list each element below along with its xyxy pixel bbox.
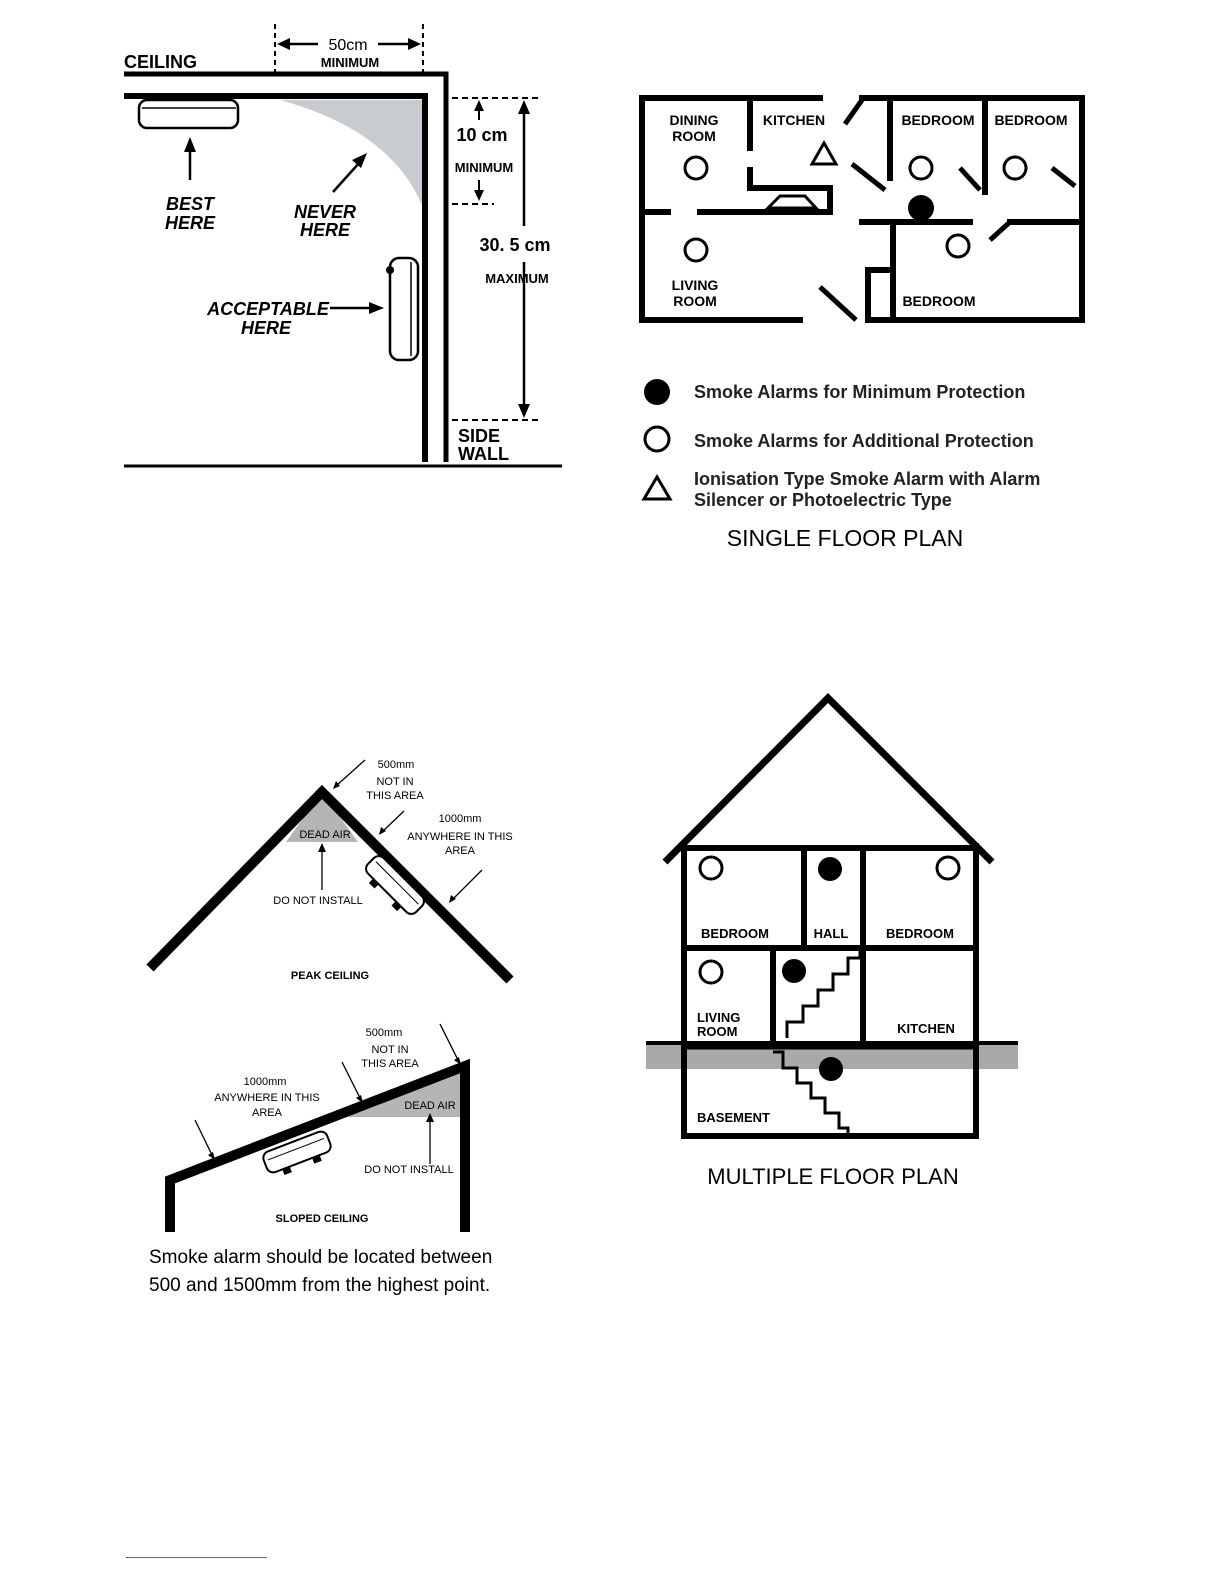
room-living-1: LIVING bbox=[671, 277, 719, 293]
slope-title: SLOPED CEILING bbox=[275, 1213, 369, 1225]
ceiling-types-diagram bbox=[100, 740, 560, 1300]
detector-best bbox=[139, 100, 238, 128]
legend-filled-icon bbox=[644, 379, 670, 405]
peak-do-not-install: DO NOT INSTALL bbox=[273, 895, 363, 907]
alarm-open-bedroom-a bbox=[910, 157, 932, 179]
gap-minimum: MINIMUM bbox=[454, 160, 514, 175]
gap-value: 10 cm bbox=[456, 125, 508, 145]
footnote-rule bbox=[126, 1557, 267, 1558]
slope-notin-1: NOT IN bbox=[371, 1044, 409, 1056]
room-dining-2: ROOM bbox=[672, 128, 716, 144]
alarm-open-bedroom-b bbox=[1004, 157, 1026, 179]
drop-maximum: MAXIMUM bbox=[485, 271, 549, 286]
slope-do-not-install: DO NOT INSTALL bbox=[364, 1164, 454, 1176]
slope-1000mm: 1000mm bbox=[243, 1076, 287, 1088]
peak-500mm: 500mm bbox=[377, 759, 415, 771]
peak-notin-2: THIS AREA bbox=[366, 790, 424, 802]
alarm-open-bedroom-left bbox=[700, 857, 722, 879]
room-living-2: ROOM bbox=[673, 293, 717, 309]
room-kitchen: KITCHEN bbox=[897, 1021, 955, 1036]
slope-notin-2: THIS AREA bbox=[361, 1058, 419, 1070]
dead-air-corner bbox=[280, 100, 422, 205]
alarm-open-dining bbox=[685, 157, 707, 179]
side-wall-1: SIDE bbox=[458, 426, 501, 446]
acceptable-label-2: HERE bbox=[240, 318, 292, 338]
peak-title: PEAK CEILING bbox=[290, 970, 370, 982]
wall-ceiling-diagram bbox=[120, 20, 580, 480]
best-label-1: BEST bbox=[165, 194, 215, 214]
width-value: 50cm bbox=[328, 37, 368, 54]
side-wall-2: WALL bbox=[458, 444, 509, 464]
alarm-filled-basement bbox=[819, 1057, 843, 1081]
legend-minimum: Smoke Alarms for Minimum Protection bbox=[694, 382, 1026, 402]
ceiling-label: CEILING bbox=[124, 52, 198, 72]
never-label-1: NEVER bbox=[293, 202, 357, 222]
alarm-filled-stairs bbox=[782, 959, 806, 983]
alarm-open-bedroom-c bbox=[947, 235, 969, 257]
alarm-open-living bbox=[700, 961, 722, 983]
slope-dead-air: DEAD AIR bbox=[404, 1100, 456, 1112]
best-label-2: HERE bbox=[164, 213, 216, 233]
slope-anywhere-2: AREA bbox=[252, 1107, 282, 1119]
room-kitchen: KITCHEN bbox=[762, 112, 826, 128]
slope-anywhere-1: ANYWHERE IN THIS bbox=[214, 1092, 320, 1104]
peak-dead-air: DEAD AIR bbox=[299, 829, 351, 841]
never-label-2: HERE bbox=[299, 220, 351, 240]
placement-note-2: 500 and 1500mm from the highest point. bbox=[149, 1275, 491, 1296]
alarm-open-bedroom-right bbox=[937, 857, 959, 879]
room-living-2: ROOM bbox=[697, 1024, 738, 1039]
peak-1000mm: 1000mm bbox=[438, 813, 482, 825]
peak-anywhere-1: ANYWHERE IN THIS bbox=[407, 831, 513, 843]
acceptable-label-1: ACCEPTABLE bbox=[207, 299, 329, 319]
legend-triangle-icon bbox=[644, 477, 670, 499]
room-bedroom-right: BEDROOM bbox=[886, 926, 954, 941]
ceiling-line-inner bbox=[124, 96, 425, 462]
house-roof bbox=[665, 698, 992, 862]
room-basement: BASEMENT bbox=[697, 1110, 770, 1125]
legend-ionisation-1: Ionisation Type Smoke Alarm with Alarm bbox=[694, 469, 1041, 489]
slope-500mm: 500mm bbox=[365, 1027, 403, 1039]
drop-value: 30. 5 cm bbox=[479, 235, 551, 255]
multiple-floor-plan bbox=[640, 690, 1040, 1200]
room-dining-1: DINING bbox=[669, 112, 719, 128]
alarm-triangle-kitchen bbox=[812, 143, 836, 164]
alarm-filled-hall bbox=[818, 857, 842, 881]
single-floor-caption: SINGLE FLOOR PLAN bbox=[726, 525, 964, 551]
detector-acceptable bbox=[390, 258, 418, 360]
peak-anywhere-2: AREA bbox=[445, 845, 475, 857]
width-minimum: MINIMUM bbox=[320, 55, 380, 70]
placement-note-1: Smoke alarm should be located between bbox=[149, 1247, 493, 1268]
single-floor-plan bbox=[625, 75, 1105, 555]
alarm-open-living bbox=[685, 239, 707, 261]
peak-notin-1: NOT IN bbox=[376, 776, 414, 788]
legend-ionisation-2: Silencer or Photoelectric Type bbox=[694, 490, 952, 510]
alarm-filled-hall bbox=[908, 195, 934, 221]
legend-additional: Smoke Alarms for Additional Protection bbox=[694, 431, 1034, 451]
room-bedroom-c: BEDROOM bbox=[902, 293, 976, 309]
room-bedroom-a: BEDROOM bbox=[901, 112, 975, 128]
room-bedroom-b: BEDROOM bbox=[994, 112, 1068, 128]
room-hall: HALL bbox=[813, 926, 849, 941]
multi-floor-caption: MULTIPLE FLOOR PLAN bbox=[707, 1164, 959, 1189]
legend-open-icon bbox=[645, 427, 669, 451]
room-living-1: LIVING bbox=[697, 1010, 741, 1025]
room-bedroom-left: BEDROOM bbox=[701, 926, 769, 941]
